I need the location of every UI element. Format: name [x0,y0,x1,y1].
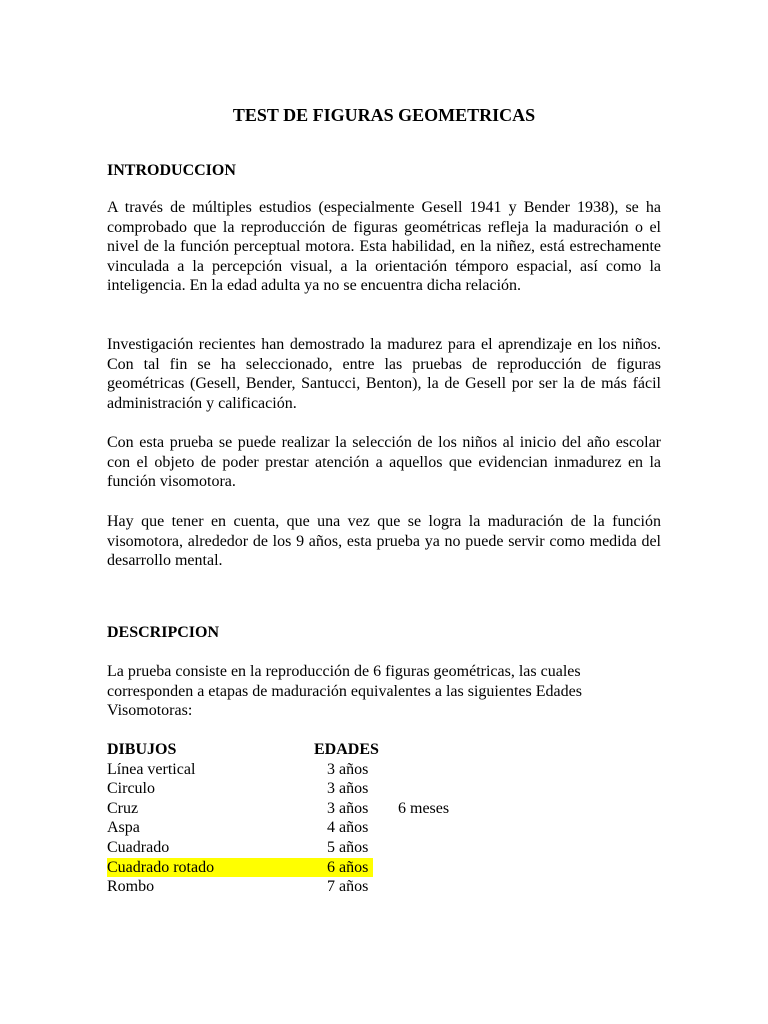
description-paragraph: La prueba consiste en la reproducción de 6 figuras geométricas, las cuales corresponden a etapas de maduración equivalentes a las siguientes Edades Visomotoras: [107,663,582,720]
table-row [107,877,507,897]
age-cell: 6 años [327,858,369,876]
intro-paragraph-1: A través de múltiples estudios (especialmente Gesell 1941 y Bender 1938), se ha comprobado que la reproducción de figuras geométricas refleja la maduración o el nivel de la función perceptual motora. Esta habilidad, en la niñez, está estrechamente vinculada a la percepción visual, a la orientación témporo espacial, así como la inteligencia. En la edad adulta ya no se encuentra dicha relación. [107,199,661,295]
drawing-cell: Circulo [107,780,155,798]
drawing-cell: Cuadrado [107,838,170,856]
table-row [107,818,507,838]
table-row-highlighted [107,858,507,878]
table-row [107,799,507,819]
drawing-cell: Cruz [107,799,139,817]
table-header-row [107,740,507,760]
age-cell: 7 años [327,878,369,896]
drawing-cell: Línea vertical [107,760,196,778]
header-drawings: DIBUJOS [107,741,177,758]
drawing-cell: Cuadrado rotado [107,858,215,876]
drawing-cell: Rombo [107,878,155,896]
intro-paragraph-3: Con esta prueba se puede realizar la selección de los niños al inicio del año escolar con el objeto de poder prestar atención a aquellos que evidencian inmadurez en la función visomotora. [107,434,661,491]
intro-paragraph-4: Hay que tener en cuenta, que una vez que se logra la maduración de la función visomotora, alrededor de los 9 años, esta prueba ya no puede servir como medida del desarrollo mental. [107,513,661,570]
introduction-heading: INTRODUCCION [107,162,236,179]
table-row [107,779,507,799]
age-cell: 4 años [327,819,369,837]
age-cell: 3 años [327,799,369,817]
drawing-cell: Aspa [107,819,140,837]
age-cell: 3 años [327,760,369,778]
ages-table [107,740,507,897]
intro-paragraph-2: Investigación recientes han demostrado la madurez para el aprendizaje en los niños. Con tal fin se ha seleccionado, entre las pruebas de reproducción de figuras geométricas (Gesell, Bender, Santucci, Benton), la de Gesell por ser la de más fácil administración y calificación. [107,336,661,412]
age-cell: 3 años [327,780,369,798]
table-row [107,838,507,858]
header-ages: EDADES [314,741,379,758]
description-heading: DESCRIPCION [107,624,220,641]
table-row [107,760,507,780]
extra-age-cell: 6 meses [398,799,450,817]
document-title: TEST DE FIGURAS GEOMETRICAS [232,105,536,125]
age-cell: 5 años [327,838,369,856]
